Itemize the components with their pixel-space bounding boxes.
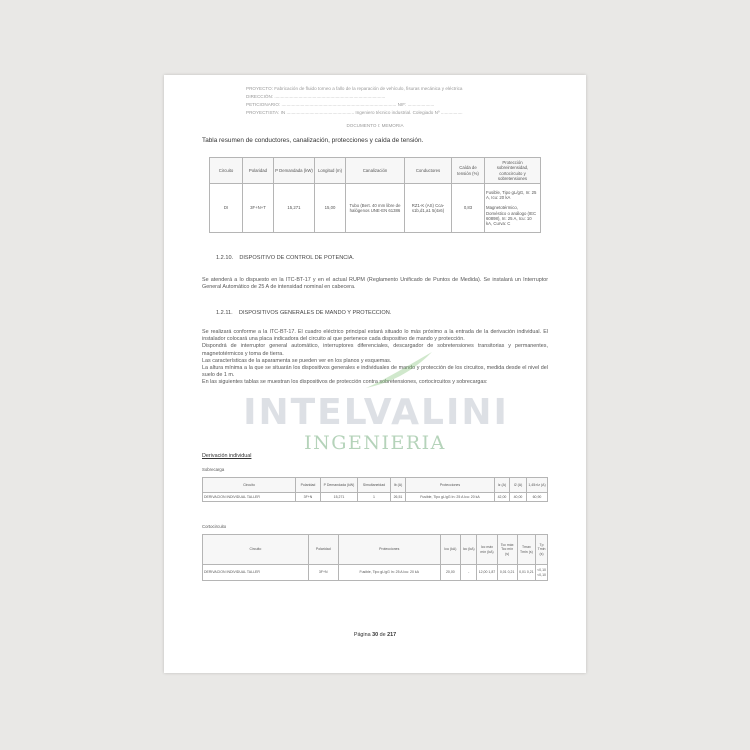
table-header-cell: Icc máx mín (kA) xyxy=(477,535,497,565)
table-cell: - xyxy=(460,565,476,581)
table-header-cell: Circuito xyxy=(203,478,296,493)
table-header-cell: Polaridad xyxy=(243,158,274,184)
sobrecarga-label: Sobrecarga xyxy=(202,467,225,472)
table-header-cell: Longitud (m) xyxy=(315,158,346,184)
table-cell: 3F+N xyxy=(308,565,338,581)
table-cell: <0,10 <0,10 xyxy=(536,565,548,581)
table-header-cell: Tcc máx Tcc mín (s) xyxy=(497,535,517,565)
table-header-cell: 1,45×Iz (A) xyxy=(527,478,548,493)
table-header-cell: Icc (kA) xyxy=(460,535,476,565)
table-cell: 12,00 1,87 xyxy=(477,565,497,581)
table-header-cell: Protecciones xyxy=(406,478,495,493)
table-cell: 0,83 xyxy=(452,184,485,233)
cortocircuito-label: Cortocircuito xyxy=(202,524,227,529)
table-header-cell: Icu (kA) xyxy=(440,535,460,565)
table-cell: 0,01 0,21 xyxy=(497,565,517,581)
table-cell: Fusible, Tipo gL/gG, In: 25 A, Icu: 20 kA Magnetotérmico, Doméstico o análogo (IEC 60898), In: 25 A, Icu: 10 kA, Curva: C xyxy=(485,184,541,233)
page-footer xyxy=(164,632,586,638)
table-header-cell: P Demandada (kW) xyxy=(274,158,315,184)
header-address: DIRECCIÓN: ....................................................................................... xyxy=(246,94,386,99)
table-header-cell: Ib (A) xyxy=(391,478,406,493)
section-title: DISPOSITIVO DE CONTROL DE POTENCIA. xyxy=(239,255,355,261)
table-header-cell: Simultaneidad xyxy=(358,478,391,493)
table-row xyxy=(203,565,548,581)
table-cell: Fusible, Tipo gL/gG In: 25 A Icu: 20 kA xyxy=(338,565,440,581)
watermark-logo-subtext: INGENIERIA xyxy=(304,432,446,454)
table-header-cell: Tp Tmin (s) xyxy=(536,535,548,565)
derivacion-title: Derivación individual xyxy=(202,453,252,459)
summary-table xyxy=(209,157,541,233)
paragraph: Se realizará conforme a la ITC-BT-17. El cuadro eléctrico principal estará situado lo más próximo a la entrada de la derivación individual. El instalador colocará una placa indicadora del circuito al que pertenece cada dispositivo de mando y protección. Dispondrá de interruptor general automático, interruptores diferenciales, descargador de sobretensiones transitorias y permanentes, magnetotérmicos y toma de tierra. Las características de la aparamenta se pueden ver en los planos y esquemas. La altura mínima a la que se situarán los dispositivos generales e individuales de y protección de los circuitos, medida desde el nivel del suelo de 1 m. En las siguientes tablas se muestran los dispositivos de protección contra sobretensiones, cortocircuitos y sobrecargas: xyxy=(202,329,548,386)
table-cell: RZ1-K (AS) Cca-s1b,d1,a1 5(4x6) xyxy=(405,184,452,233)
table-header-cell: Tmax Tmin (s) xyxy=(517,535,535,565)
watermark-leaf-icon xyxy=(364,350,434,390)
table-cell: 15,271 xyxy=(321,493,358,502)
document-page xyxy=(164,75,586,673)
footer-prefix: Página xyxy=(353,632,371,638)
table-header-cell: Circuito xyxy=(203,535,309,565)
table-cell: 42,00 xyxy=(495,493,510,502)
header-petitioner: PETICIONARIO: .......................................................................................... NIF: ..................... xyxy=(246,102,435,107)
table-header-cell: I2 (A) xyxy=(510,478,527,493)
table-cell: 40,00 xyxy=(510,493,527,502)
table-header-row xyxy=(210,158,541,184)
table-cell: DERIVACION INDIVIDUAL TALLER xyxy=(203,565,309,581)
header-engineer: PROYECTISTA: IN ..................................................... Ingeniero técnico industrial. Colegiado Nº ................. xyxy=(246,110,463,115)
table-cell: 3F+N xyxy=(296,493,321,502)
table-cell: 20,00 xyxy=(440,565,460,581)
table-header-cell: Conductores xyxy=(405,158,452,184)
watermark-logo-text: INTELVALINI xyxy=(243,392,509,433)
section-title: DISPOSITIVOS GENERALES DE MANDO Y PROTECCION. xyxy=(238,310,392,316)
table-cell: Tubo (Bert. 40 mm libre de halógenos UNE-EN 61386 xyxy=(346,184,405,233)
section-heading xyxy=(216,310,391,316)
paragraph: Se atenderá a lo dispuesto en la ITC-BT-17 y en el actual RUPM (Reglamento Unificado de Puntos de Medida). Se instalará un Interruptor General Automático de 25 A de intensidad nominal en cabecera. xyxy=(202,277,548,291)
table-cell: 15,271 xyxy=(274,184,315,233)
table-cell: DERIVACION INDIVIDUAL TALLER xyxy=(203,493,296,502)
table-row xyxy=(210,184,541,233)
table-header-cell: Protecciones xyxy=(338,535,440,565)
table-header-row xyxy=(203,478,548,493)
table-cell: 26,51 xyxy=(391,493,406,502)
table-cell: 3F+N+T xyxy=(243,184,274,233)
table-row xyxy=(203,493,548,502)
section-number: 1.2.10. xyxy=(216,255,234,261)
table-cell: 15,00 xyxy=(315,184,346,233)
table-cell: DI xyxy=(210,184,243,233)
section-heading xyxy=(216,255,354,261)
footer-page-number: 30 xyxy=(372,632,379,638)
table-header-row xyxy=(203,535,548,565)
table-header-cell: Protección sobreintensidad, cortocircuito y sobretensiones xyxy=(485,158,541,184)
table-header-cell: Polaridad xyxy=(308,535,338,565)
table-header-cell: Iz (A) xyxy=(495,478,510,493)
header-document-section: DOCUMENTO I: MEMORIA xyxy=(346,123,404,128)
table-cell: 60,90 xyxy=(527,493,548,502)
section-number: 1.2.11. xyxy=(216,310,233,316)
table-cell: 1 xyxy=(358,493,391,502)
header-project: PROYECTO: Fabricación de fluido torneo a fallo de la reparación de vehículo, fisuras mecánica y eléctrica xyxy=(246,86,463,91)
table-cell: 0,01 0,21 xyxy=(517,565,535,581)
table-header-cell: Polaridad xyxy=(296,478,321,493)
cortocircuito-table xyxy=(202,534,548,581)
table-header-cell: Canalización xyxy=(346,158,405,184)
table-header-cell: P Demandada (kW) xyxy=(321,478,358,493)
sobrecarga-table xyxy=(202,477,548,502)
table-cell: Fusible, Tipo gL/gG In: 25 A Icu: 20 kA xyxy=(406,493,495,502)
summary-table-title: Tabla resumen de conductores, canalización, protecciones y caída de tensión. xyxy=(202,137,424,144)
table-header-cell: Caída de tensión (%) xyxy=(452,158,485,184)
footer-page-total: 217 xyxy=(387,632,397,638)
table-header-cell: Circuito xyxy=(210,158,243,184)
footer-separator: de xyxy=(379,632,386,638)
